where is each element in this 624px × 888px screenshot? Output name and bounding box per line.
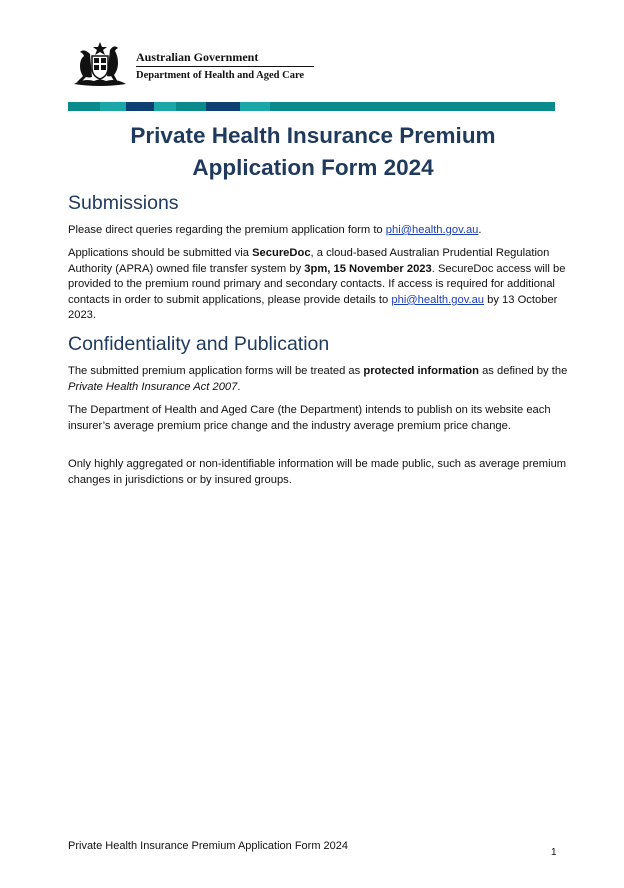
text-run: , a cloud-based Australian Prudential Regulation Authority (APRA) owned file transfer system by — [68, 247, 550, 275]
deadline-bold: 3pm, 15 November 2023 — [304, 262, 432, 275]
department-name: Department of Health and Aged Care — [136, 70, 305, 81]
page-title: Private Health Insurance Premium Application Form 2024 — [130, 123, 496, 180]
text-run: . — [478, 224, 482, 236]
submissions-securedoc-paragraph — [68, 246, 568, 324]
text-run: . SecureDoc access will be provided to the premium round primary and secondary contacts. If access is required for additional contacts in order to submit applications, please provide details to — [68, 262, 566, 306]
text-run: Applications should be submitted via — [68, 247, 253, 259]
government-wordmark — [136, 50, 314, 82]
submissions-heading: Submissions — [68, 192, 179, 214]
confidentiality-paragraph-3: Only highly aggregated or non-identifiable information will be made public, such as average premium changes in jurisdictions or by insured groups. — [68, 458, 567, 486]
page-number: 1 — [551, 847, 557, 858]
confidentiality-paragraph-1 — [68, 364, 568, 395]
protected-info-bold: protected information — [363, 365, 479, 377]
color-strip — [68, 102, 555, 111]
confidentiality-paragraph-2: The Department of Health and Aged Care (the Department) intends to publish on its website each insurer’s average premium price change and the industry average premium price change. — [68, 404, 551, 432]
coat-of-arms-icon — [68, 40, 132, 88]
text-run: as defined by the — [478, 365, 568, 377]
text-run: The submitted premium application forms will be treated as — [68, 365, 364, 377]
government-header — [68, 40, 368, 88]
submissions-query-paragraph — [68, 223, 568, 239]
confidentiality-heading: Confidentiality and Publication — [68, 333, 330, 355]
phi-email-link[interactable]: phi@health.gov.au — [385, 224, 479, 236]
phi-email-link-2[interactable]: phi@health.gov.au — [391, 293, 485, 306]
text-run: . — [237, 380, 241, 393]
government-name: Australian Government — [136, 50, 259, 64]
text-run: Please direct queries regarding the premium application form to — [68, 224, 386, 236]
text-run: by 13 October 2023. — [68, 293, 558, 322]
wordmark-divider — [136, 66, 314, 67]
securedoc-bold: SecureDoc — [252, 247, 311, 259]
footer-text: Private Health Insurance Premium Application Form 2024 — [68, 840, 349, 852]
act-italic: Private Health Insurance Act 2007 — [68, 380, 238, 393]
